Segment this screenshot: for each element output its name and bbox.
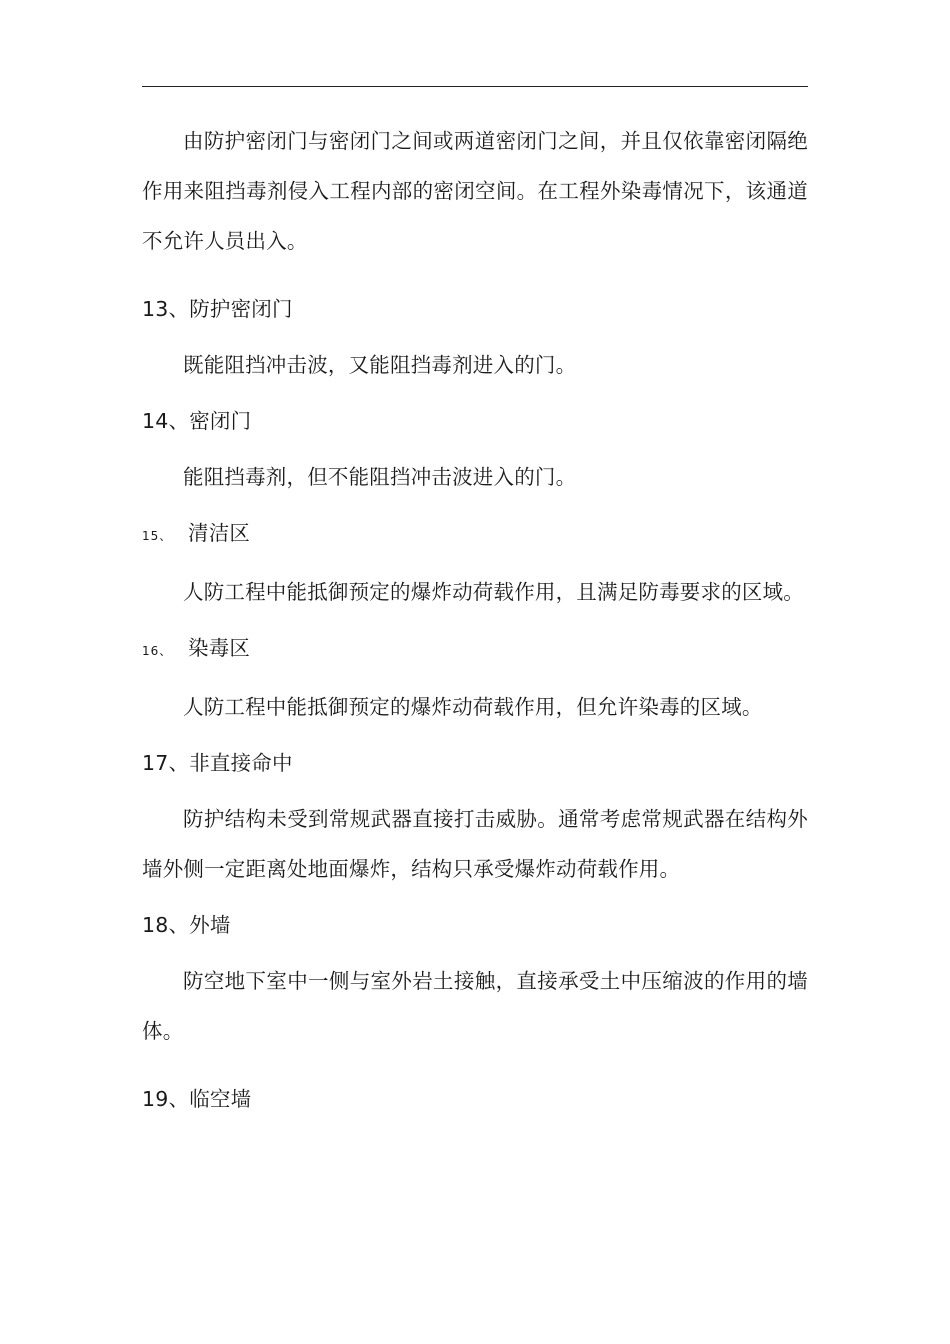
section-heading-19 — [142, 1068, 808, 1130]
section-title: 外墙 — [189, 913, 231, 937]
section-heading-15 — [142, 502, 808, 567]
section-title: 防护密闭门 — [189, 297, 293, 321]
paragraph: 人防工程中能抵御预定的爆炸动荷载作用，且满足防毒要求的区域。 — [183, 580, 804, 604]
section-title: 非直接命中 — [189, 751, 293, 775]
section-heading-16 — [142, 617, 808, 682]
section-title: 临空墙 — [189, 1087, 252, 1111]
header-rule — [142, 86, 808, 87]
section-title: 染毒区 — [188, 636, 251, 660]
section-heading-13 — [142, 278, 808, 340]
section-heading-17 — [142, 732, 808, 794]
section-title: 密闭门 — [189, 409, 252, 433]
paragraph: 能阻挡毒剂，但不能阻挡冲击波进入的门。 — [183, 465, 577, 489]
section-heading-18 — [142, 894, 808, 956]
paragraph: 防护结构未受到常规武器直接打击威胁。通常考虑常规武器在结构外墙外侧一定距离处地面爆炸，结构只承受爆炸动荷载作用。 — [142, 807, 808, 881]
paragraph: 既能阻挡冲击波，又能阻挡毒剂进入的门。 — [183, 353, 577, 377]
section-number: 14、 — [142, 409, 190, 433]
section-number: 19、 — [142, 1087, 190, 1111]
section-heading-14 — [142, 390, 808, 452]
section-title: 清洁区 — [188, 521, 251, 545]
section-number: 18、 — [142, 913, 190, 937]
section-number: 17、 — [142, 751, 190, 775]
document-body — [142, 116, 808, 1130]
section-number: 16、 — [142, 644, 173, 658]
paragraph: 人防工程中能抵御预定的爆炸动荷载作用，但允许染毒的区域。 — [183, 695, 763, 719]
section-number: 15、 — [142, 529, 173, 543]
paragraph: 防空地下室中一侧与室外岩土接触，直接承受土中压缩波的作用的墙体。 — [142, 969, 808, 1043]
section-number: 13、 — [142, 297, 190, 321]
paragraph: 由防护密闭门与密闭门之间或两道密闭门之间，并且仅依靠密闭隔绝作用来阻挡毒剂侵入工程内部的密闭空间。在工程外染毒情况下，该通道不允许人员出入。 — [142, 129, 808, 253]
